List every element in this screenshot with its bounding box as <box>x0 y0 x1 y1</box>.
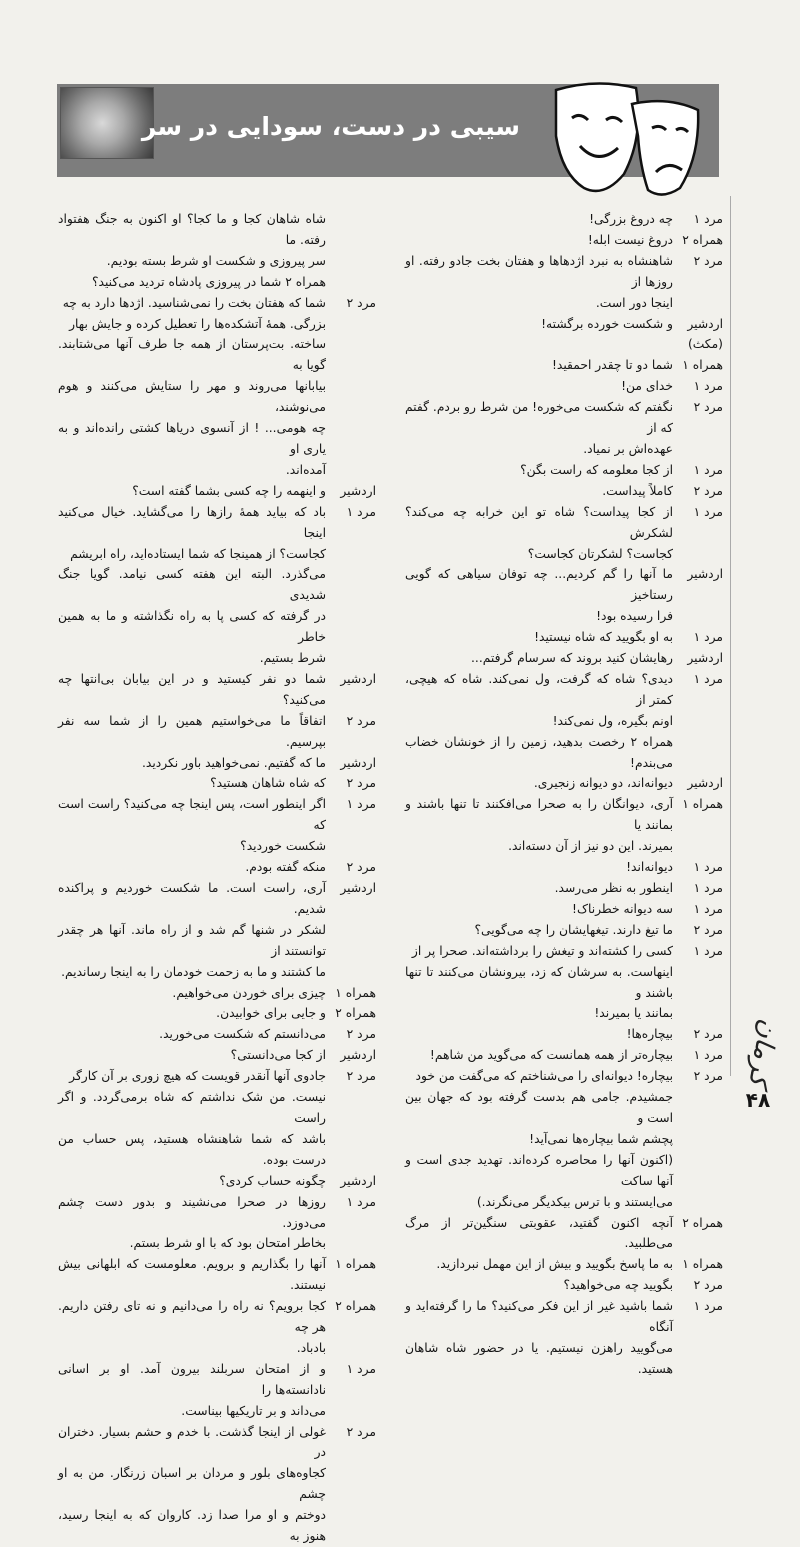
speaker-label: همراه ۲ <box>682 232 723 247</box>
dialogue-text: اتفاقاً ما می‌خواستیم همین را از شما سه نفر بپرسیم. <box>58 713 326 749</box>
dialogue-text: به او بگویید که شاه نیستید! <box>534 630 673 645</box>
dialogue-text: آنچه اکنون گفتید، عقوبتی سنگین‌تر از مرگ می‌طلبید. <box>405 1215 673 1251</box>
dialogue-line <box>405 773 723 794</box>
dialogue-text: شما دو تا چقدر احمقید! <box>551 358 673 373</box>
dialogue-line <box>405 1066 723 1087</box>
dialogue-text: اینطور به نظر می‌رسد. <box>554 881 673 895</box>
dialogue-text: بیچاره‌تر از همه همانست که می‌گوید من شاهم! <box>429 1048 673 1063</box>
dialogue-line <box>58 251 376 272</box>
dialogue-line <box>58 334 376 376</box>
dialogue-line <box>58 1192 376 1234</box>
speaker-label: اردشیر <box>687 651 723 666</box>
speaker-label: همراه ۱ <box>335 1257 376 1272</box>
dialogue-text: و اینهمه را چه کسی بشما گفته است؟ <box>132 483 326 498</box>
dialogue-text: دوختم و او مرا صدا زد. کاروان که به اینجا رسید، هنوز به <box>58 1508 326 1544</box>
dialogue-line <box>405 920 723 941</box>
dialogue-line <box>58 544 376 565</box>
dialogue-text: که شاه شاهان هستید؟ <box>210 776 326 791</box>
dialogue-text: اونم بگیره، ول نمی‌کند! <box>552 713 673 728</box>
speaker-label: همراه ۱ <box>682 797 723 812</box>
dialogue-text: شاه شاهان کجا و ما کجا؟ او اکنون به جنگ هفتواد رفته. ما <box>58 212 326 247</box>
speaker-label: مرد ۲ <box>693 1069 723 1084</box>
dialogue-text: دیوانه‌اند! <box>626 860 673 875</box>
dialogue-text: اینهاست. به سرشان که زد، بیرونشان می‌کنند تا تنها باشند و <box>405 964 673 1000</box>
dialogue-line <box>405 564 723 606</box>
speaker-label: مرد ۲ <box>346 1424 376 1439</box>
dialogue-text: جمشیدم. جامی هم بدست گرفته بود که جهان بین است و <box>405 1090 673 1125</box>
dialogue-line <box>405 209 723 230</box>
dialogue-line <box>58 1359 376 1401</box>
dialogue-text: نگفتم که شکست می‌خوره! من شرط رو بردم. گفتم که از <box>405 400 673 436</box>
dialogue-text: به ما پاسخ بگویید و بیش از این مهمل نبردازید. <box>436 1257 673 1272</box>
dialogue-text: باشد که شما شاهنشاه هستید، پس حساب من درست بوده. <box>58 1131 326 1167</box>
dialogue-line <box>58 753 376 774</box>
speaker-label: مرد ۱ <box>346 1194 376 1209</box>
speaker-label: اردشیر <box>340 755 376 770</box>
dialogue-line <box>405 1192 723 1213</box>
speaker-label: مرد ۲ <box>346 1069 376 1084</box>
dialogue-text: چه دروغ بزرگی! <box>589 212 673 226</box>
speaker-label: مرد ۱ <box>693 504 723 519</box>
dialogue-line <box>405 502 723 544</box>
dialogue-line <box>58 1401 376 1422</box>
dialogue-line <box>58 920 376 962</box>
speaker-label: مرد ۲ <box>693 253 723 268</box>
speaker-label: (مکث) <box>687 337 723 352</box>
dialogue-text: کجاست؟ از همینجا که شما ایستاده‌اید، راه ابریشم <box>70 546 326 561</box>
speaker-label: اردشیر <box>687 776 723 791</box>
speaker-label: مرد ۲ <box>693 922 723 937</box>
dialogue-line <box>58 794 376 836</box>
dialogue-line <box>405 857 723 878</box>
dialogue-line <box>58 983 376 1004</box>
dialogue-text: شما باشید غیر از این فکر می‌کنید؟ ما را گرفته‌اید و آنگاه <box>405 1299 673 1335</box>
dialogue-line <box>58 773 376 794</box>
dialogue-text: بیچاره‌ها! <box>626 1027 673 1042</box>
speaker-label: اردشیر <box>687 567 723 582</box>
dialogue-line <box>58 1045 376 1066</box>
dialogue-text: کجاوه‌های بلور و مردان بر اسبان زرنگار. من به او چشم <box>58 1466 326 1502</box>
dialogue-text: دروغ نیست ابله! <box>587 232 673 247</box>
dialogue-text: اگر اینطور است، پس اینجا چه می‌کنید؟ راست است که <box>58 797 326 833</box>
dialogue-line <box>58 878 376 920</box>
dialogue-line <box>58 564 376 606</box>
dialogue-line <box>58 293 376 314</box>
dialogue-text: ما تیغ دارند. تیغهایشان را چه می‌گویی؟ <box>474 922 673 937</box>
speaker-label: مرد ۱ <box>693 671 723 686</box>
dialogue-line <box>58 669 376 711</box>
dialogue-text: سه دیوانه خطرناک! <box>572 901 673 916</box>
dialogue-line <box>405 1213 723 1255</box>
speaker-label: مرد ۲ <box>693 483 723 498</box>
dialogue-line <box>405 794 723 836</box>
speaker-label: اردشیر <box>340 1048 376 1063</box>
dialogue-text: می‌ایستند و با ترس بیکدیگر می‌نگرند.) <box>476 1194 673 1209</box>
dialogue-text: غولی از اینجا گذشت. با خدم و حشم بسیار. دختران در <box>58 1424 326 1460</box>
speaker-label: مرد ۱ <box>346 504 376 519</box>
dialogue-text: خدای من! <box>621 379 673 394</box>
dialogue-text: همراه ۲ شما در پیروزی پادشاه تردید می‌کنید؟ <box>91 274 326 289</box>
dialogue-text: و جایی برای خوابیدن. <box>216 1006 326 1021</box>
dialogue-text: چه هومی... ! از آنسوی دریاها کشتی رانده‌اند و به یاری او <box>58 421 326 456</box>
dialogue-line <box>58 1129 376 1171</box>
dialogue-text: از کجا پیداست؟ شاه تو این خرابه چه می‌کند؟ لشکرش <box>405 504 673 540</box>
speaker-label: همراه ۱ <box>335 985 376 1000</box>
dialogue-text: بمیرند. این دو نیز از آن دسته‌اند. <box>508 839 673 854</box>
speaker-label: اردشیر <box>687 316 723 331</box>
dialogue-line <box>58 1087 376 1129</box>
dialogue-line <box>58 1233 376 1254</box>
dialogue-line <box>58 711 376 753</box>
speaker-label: مرد ۱ <box>693 901 723 916</box>
dialogue-text: ما که گفتیم. نمی‌خواهید باور نکردید. <box>141 755 326 770</box>
dialogue-text: جادوی آنها آنقدر قویست که هیچ زوری بر آن کارگر <box>69 1069 326 1084</box>
speaker-label: مرد ۱ <box>693 212 723 226</box>
dialogue-line <box>405 1296 723 1338</box>
dialogue-text: پچشم شما بیچاره‌ها نمی‌آید! <box>529 1131 673 1146</box>
dialogue-line <box>405 1129 723 1150</box>
dialogue-text: آری، دیوانگان را به صحرا می‌افکنند تا تنها باشند و بمانند یا <box>405 797 673 833</box>
dialogue-text: همراه ۲ رخصت بدهید، زمین را از خونشان خضاب می‌بندم! <box>405 734 674 770</box>
dialogue-text: (اکنون آنها را محاصره کرده‌اند. تهدید جدی است و آنها ساکت <box>405 1152 673 1188</box>
dialogue-text: از کجا می‌دانستی؟ <box>230 1048 326 1063</box>
dialogue-line <box>58 962 376 983</box>
dialogue-line <box>405 251 723 293</box>
speaker-label: مرد ۱ <box>693 1299 723 1314</box>
dialogue-text: می‌دانستم که شکست می‌خورید. <box>159 1027 326 1042</box>
speaker-label: مرد ۱ <box>346 1361 376 1376</box>
dialogue-line <box>405 544 723 565</box>
dialogue-text: کجاست؟ لشکرتان کجاست؟ <box>527 546 673 561</box>
speaker-label: مرد ۱ <box>346 797 376 812</box>
dialogue-text: آری، راست است. ما شکست خوردیم و پراکنده شدیم. <box>58 881 326 916</box>
dialogue-text: فرا رسیده بود! <box>596 609 673 624</box>
speaker-label: مرد ۱ <box>693 860 723 875</box>
dialogue-text: کاملاً پیداست. <box>602 483 673 498</box>
dialogue-line <box>58 481 376 502</box>
left-column <box>58 209 376 1547</box>
speaker-label: مرد ۱ <box>693 943 723 958</box>
speaker-label: همراه ۲ <box>335 1299 376 1314</box>
speaker-label: مرد ۱ <box>693 881 723 895</box>
dialogue-line <box>58 272 376 293</box>
dialogue-line <box>405 355 723 376</box>
dialogue-text: می‌داند و بر تاریکیها بیناست. <box>181 1403 326 1418</box>
dialogue-line <box>405 1150 723 1192</box>
magazine-logo: کرمان <box>741 1016 784 1089</box>
speaker-label: همراه ۲ <box>682 1215 723 1230</box>
dialogue-line <box>405 669 723 711</box>
dialogue-line <box>405 230 723 251</box>
dialogue-line <box>405 376 723 397</box>
dialogue-text: بخاطر امتحان بود که با او شرط بستم. <box>129 1236 326 1251</box>
dialogue-line <box>58 1338 376 1359</box>
dialogue-line <box>405 1275 723 1296</box>
dialogue-text: و شکست خورده برگشته! <box>541 316 673 331</box>
dialogue-line <box>405 606 723 627</box>
dialogue-line <box>58 606 376 648</box>
dialogue-line <box>405 397 723 439</box>
speaker-label: مرد ۲ <box>693 1027 723 1042</box>
speaker-label: اردشیر <box>340 1173 376 1188</box>
speaker-label: مرد ۱ <box>693 630 723 645</box>
column-rule <box>730 196 731 1076</box>
dialogue-text: بادباد. <box>296 1340 326 1355</box>
dialogue-text: باد که بیاید همهٔ رازها را می‌گشاید. خیال می‌کنید اینجا <box>58 504 326 540</box>
dialogue-text: سر پیروزی و شکست او شرط بسته بودیم. <box>106 253 326 268</box>
dialogue-line <box>405 627 723 648</box>
dialogue-line <box>405 293 723 314</box>
speaker-label: مرد ۱ <box>693 1048 723 1063</box>
dialogue-line <box>405 1024 723 1045</box>
dialogue-line <box>405 732 723 774</box>
speaker-label: اردشیر <box>340 671 376 686</box>
page-title: سیبی در دست، سودایی در سر <box>141 112 520 141</box>
dialogue-text: رهایشان کنید بروند که سرسام گرفتم... <box>471 651 673 666</box>
dialogue-line <box>58 836 376 857</box>
dialogue-line <box>58 314 376 335</box>
dialogue-text: شکست خوردید؟ <box>240 839 326 854</box>
dialogue-text: و از امتحان سربلند بیرون آمد. او بر اسانی نادانسته‌ها را <box>58 1361 326 1397</box>
speaker-label: مرد ۱ <box>693 462 723 477</box>
dialogue-line <box>58 418 376 460</box>
dialogue-line <box>58 1422 376 1464</box>
dialogue-text: نیست. من شک نداشتم که شاه برمی‌گردد. و اگر راست <box>58 1090 326 1125</box>
dialogue-text: شرط بستیم. <box>259 651 326 666</box>
dialogue-line <box>58 857 376 878</box>
dialogue-text: کجا برویم؟ نه راه را می‌دانیم و نه تای رفتن داریم. هر چه <box>58 1299 326 1335</box>
dialogue-line <box>405 334 723 355</box>
dialogue-text: عهده‌اش بر نمیاد. <box>583 441 673 456</box>
dialogue-text: شما که هفتان بخت را نمی‌شناسید. اژدها دارد به چه <box>62 295 326 310</box>
dialogue-text: بیابانها می‌روند و مهر را ستایش می‌کنند و هوم می‌نوشند، <box>58 379 326 415</box>
speaker-label: همراه ۱ <box>682 1257 723 1272</box>
dialogue-text: اینجا دور است. <box>595 295 673 310</box>
dialogue-line <box>405 836 723 857</box>
theatre-masks-icon <box>548 76 708 206</box>
speaker-label: مرد ۲ <box>346 776 376 791</box>
dialogue-text: بیچاره! دیوانه‌ای را می‌شناختم که می‌گفت من خود <box>415 1069 673 1084</box>
dialogue-line <box>405 1254 723 1275</box>
dialogue-text: آنها را بگذاریم و برویم. معلومست که ابلهانی بیش نیستند. <box>58 1257 326 1293</box>
page-number: ۴۸ <box>745 1088 771 1112</box>
dialogue-text: ساخته. بت‌پرستان از همه جا طرف آنها می‌شتابند. گویا به <box>58 337 326 373</box>
dialogue-text: چگونه حساب کردی؟ <box>219 1173 326 1188</box>
dialogue-text: چیزی برای خوردن می‌خواهیم. <box>172 985 326 1000</box>
speaker-label: مرد ۱ <box>693 379 723 394</box>
dialogue-line <box>58 1463 376 1505</box>
right-column <box>405 209 723 1380</box>
dialogue-line <box>405 314 723 335</box>
dialogue-line <box>58 1171 376 1192</box>
dialogue-text: منکه گفته بودم. <box>245 860 326 875</box>
dialogue-text: بگویید چه می‌خواهید؟ <box>563 1278 673 1293</box>
dialogue-line <box>405 439 723 460</box>
dialogue-line <box>58 1254 376 1296</box>
dialogue-text: لشکر در شنها گم شد و از راه ماند. آنها هر چقدر توانستند از <box>58 922 326 958</box>
dialogue-text: دیوانه‌اند، دو دیوانه زنجیری. <box>533 776 673 791</box>
speaker-label: مرد ۲ <box>346 295 376 310</box>
speaker-label: مرد ۲ <box>346 1027 376 1042</box>
dialogue-text: از کجا معلومه که راست بگن؟ <box>520 462 673 477</box>
dialogue-line <box>58 1003 376 1024</box>
dialogue-text: می‌گذرد. البته این هفته کسی نیامد. گویا جنگ شدیدی <box>58 567 326 603</box>
dialogue-text: شما دو نفر کیستید و در این بیابان بی‌انتها چه می‌کنید؟ <box>58 671 326 707</box>
speaker-label: اردشیر <box>340 483 376 498</box>
dialogue-text: ما آنها را گم کردیم... چه توفان سیاهی که گویی رستاخیز <box>405 567 673 603</box>
dialogue-line <box>405 962 723 1004</box>
dialogue-line <box>58 376 376 418</box>
speaker-label: همراه ۱ <box>682 358 723 373</box>
dialogue-line <box>58 1296 376 1338</box>
dialogue-line <box>58 1066 376 1087</box>
speaker-label: اردشیر <box>340 881 376 895</box>
dialogue-line <box>405 1003 723 1024</box>
dialogue-text: در گرفته که کسی پا به راه نگذاشته و ما به همین خاطر <box>58 609 326 645</box>
dialogue-line <box>405 711 723 732</box>
dialogue-text: روزها در صحرا می‌نشیند و بدور دست چشم می‌دوزد. <box>58 1194 326 1230</box>
dialogue-text: دیدی؟ شاه که گرفت، ول نمی‌کند. شاه که هیچی، کمتر از <box>405 671 673 707</box>
dialogue-text: می‌گویید راهزن نیستیم. یا در حضور شاه شاهان هستید. <box>405 1340 673 1376</box>
dialogue-line <box>405 941 723 962</box>
dialogue-line <box>58 648 376 669</box>
dialogue-line <box>405 648 723 669</box>
dialogue-text: شاهنشاه به نبرد اژدهاها و هفتان بخت جادو رفته. او روزها از <box>405 253 673 289</box>
speaker-label: مرد ۲ <box>693 1278 723 1293</box>
dialogue-line <box>405 1087 723 1129</box>
dialogue-line <box>58 1505 376 1547</box>
speaker-label: مرد ۲ <box>346 713 376 728</box>
dialogue-line <box>405 878 723 899</box>
speaker-label: مرد ۲ <box>693 400 723 415</box>
dialogue-line <box>405 1338 723 1380</box>
dialogue-line <box>405 481 723 502</box>
dialogue-text: ما کشتند و ما به زحمت خودمان را به اینجا رساندیم. <box>61 964 326 979</box>
dialogue-line <box>58 502 376 544</box>
apple-photo <box>60 87 154 159</box>
speaker-label: مرد ۲ <box>346 860 376 875</box>
dialogue-line <box>405 1045 723 1066</box>
dialogue-line <box>405 460 723 481</box>
dialogue-line <box>405 899 723 920</box>
dialogue-text: بمانند یا بمیرند! <box>594 1006 673 1021</box>
speaker-label: همراه ۲ <box>335 1006 376 1021</box>
dialogue-text: بزرگی. همهٔ آتشکده‌ها را تعطیل کرده و جایش بهار <box>69 316 326 331</box>
dialogue-line <box>58 209 376 251</box>
dialogue-line <box>58 460 376 481</box>
dialogue-text: کسی را کشته‌اند و تیغش را برداشته‌اند. صحرا پر از <box>411 943 673 958</box>
dialogue-text: آمده‌اند. <box>285 462 326 477</box>
dialogue-line <box>58 1024 376 1045</box>
